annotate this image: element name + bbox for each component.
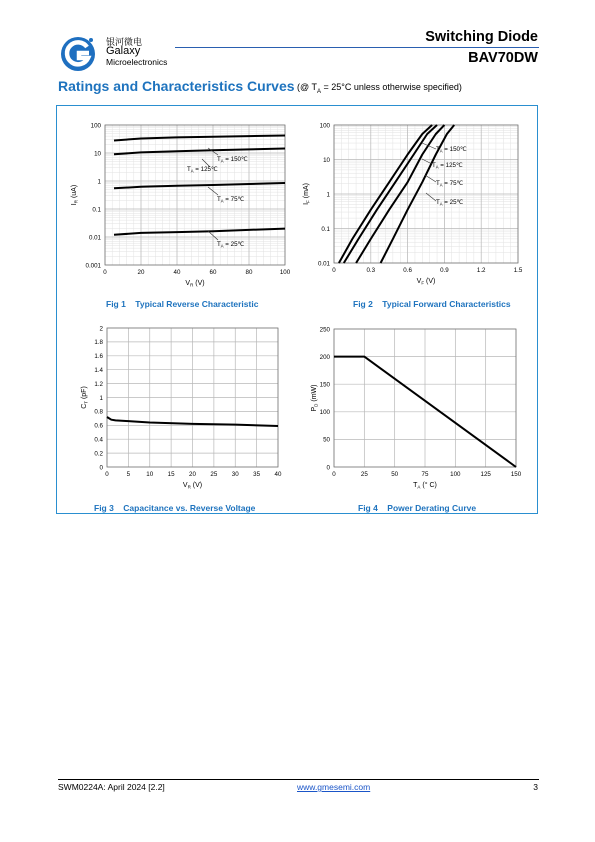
x-tick-label: 0: [105, 471, 109, 478]
series-label: $T_A$ = 75℃: [217, 196, 245, 204]
y-tick-label: 1.2: [94, 380, 103, 388]
x-tick-label: 25: [210, 471, 218, 478]
annotation-leader: [425, 175, 436, 182]
x-tick-label: 40: [173, 269, 181, 276]
x-axis-label: $T_A$ (° C): [413, 482, 437, 490]
document-type: Switching Diode: [425, 29, 538, 45]
y-tick-label: 0.6: [94, 422, 103, 430]
brand-name-chinese: 银河微电: [106, 38, 143, 48]
plot-frame: [105, 125, 285, 265]
series-label: $T_A$ = 25℃: [217, 241, 245, 249]
y-tick-label: 100: [319, 409, 330, 417]
document-code: SWM0224A: April 2024 [2.2]: [58, 782, 165, 792]
x-tick-label: 0.9: [440, 267, 449, 274]
brand-name: Galaxy: [106, 45, 141, 57]
chart-reverse-characteristic: [60, 115, 292, 295]
series-label: $T_A$ = 125℃: [187, 166, 218, 174]
x-tick-label: 80: [245, 269, 253, 276]
galaxy-logo-icon: [60, 36, 96, 72]
y-tick-label: 0: [326, 464, 330, 472]
series-line-1: [114, 149, 285, 155]
y-tick-label: 200: [319, 353, 330, 361]
y-tick-label: 1: [99, 394, 103, 402]
y-tick-label: 1.4: [94, 367, 103, 374]
series-label: $T_A$ = 125℃: [432, 162, 463, 170]
y-tick-label: 10: [94, 150, 101, 158]
x-tick-label: 10: [146, 471, 154, 478]
footer-divider: [58, 779, 539, 780]
x-axis-label: $V_R$ (V): [185, 280, 205, 288]
x-tick-label: 60: [209, 269, 217, 276]
y-tick-label: 0.8: [94, 408, 103, 416]
x-tick-label: 35: [253, 471, 261, 478]
y-tick-label: 50: [323, 436, 330, 444]
part-number: BAV70DW: [468, 50, 538, 66]
fig2-caption: Fig 2 Typical Forward Characteristics: [353, 299, 511, 309]
series-label: $T_A$ = 25℃: [436, 199, 464, 207]
x-tick-label: 125: [480, 471, 491, 478]
y-axis-label: $I_F$ (mA): [303, 183, 311, 205]
y-tick-label: 2: [99, 325, 103, 333]
y-tick-label: 10: [323, 156, 330, 164]
x-tick-label: 100: [450, 471, 461, 478]
header-divider: [175, 47, 539, 48]
y-tick-label: 1.8: [94, 339, 103, 347]
y-tick-label: 1: [326, 191, 330, 199]
y-axis-label: $I_R$ (uA): [71, 184, 79, 206]
x-tick-label: 1.2: [476, 267, 486, 274]
y-tick-label: 150: [319, 381, 330, 389]
x-tick-label: 0.3: [366, 267, 376, 274]
series-label: $T_A$ = 75℃: [436, 180, 464, 188]
y-tick-label: 100: [90, 122, 101, 130]
x-tick-label: 5: [126, 471, 131, 478]
x-tick-label: 0: [332, 471, 336, 478]
x-tick-label: 50: [391, 471, 399, 478]
x-tick-label: 25: [360, 471, 368, 478]
series-line-3: [114, 229, 285, 235]
y-tick-label: 1.6: [94, 353, 103, 361]
y-axis-label: $C_T$ (pF): [81, 386, 89, 409]
x-tick-label: 0.6: [403, 267, 412, 274]
y-tick-label: 0.001: [85, 262, 101, 270]
fig4-caption: Fig 4 Power Derating Curve: [358, 503, 477, 513]
x-tick-label: 40: [274, 471, 282, 478]
y-tick-label: 0.01: [88, 234, 101, 242]
condition-subscript: A: [316, 88, 321, 95]
y-tick-label: 0: [99, 464, 103, 472]
y-tick-label: 0.1: [92, 206, 101, 214]
series-label: $T_A$ = 150℃: [436, 146, 467, 154]
y-tick-label: 1: [97, 178, 101, 186]
y-tick-label: 0.4: [94, 436, 103, 444]
section-title: Ratings and Characteristics Curves: [58, 78, 295, 94]
y-tick-label: 0.1: [321, 225, 330, 233]
x-tick-label: 1.5: [513, 267, 523, 274]
y-tick-label: 100: [319, 122, 330, 130]
chart-forward-characteristics: [300, 115, 530, 295]
series-label: $T_A$ = 150℃: [217, 156, 248, 164]
y-tick-label: 0.2: [94, 450, 103, 458]
website-link[interactable]: www.gmesemi.com: [297, 782, 371, 792]
chart-power-derating: [300, 320, 530, 498]
x-tick-label: 0: [332, 267, 336, 274]
fig1-caption: Fig 1 Typical Reverse Characteristic: [106, 299, 259, 309]
condition-prefix: (@ T: [297, 82, 317, 92]
brand-subtitle: Microelectronics: [106, 57, 168, 67]
x-tick-label: 20: [189, 471, 196, 478]
y-tick-label: 0.01: [317, 260, 330, 268]
x-tick-label: 100: [279, 269, 291, 276]
x-axis-label: $V_F$ (V): [416, 278, 436, 286]
x-tick-label: 75: [421, 471, 429, 478]
condition-suffix: = 25°C unless otherwise specified): [320, 82, 462, 92]
x-tick-label: 30: [231, 471, 239, 478]
x-tick-label: 15: [167, 471, 175, 478]
x-tick-label: 150: [510, 471, 522, 478]
x-tick-label: 0: [103, 269, 107, 276]
x-axis-label: $V_R$ (V): [182, 482, 203, 490]
y-tick-label: 250: [319, 326, 330, 334]
y-axis-label: $P_D$ (mW): [311, 384, 319, 412]
chart-capacitance: [60, 320, 292, 498]
fig3-caption: Fig 3 Capacitance vs. Reverse Voltage: [94, 503, 256, 513]
section-condition: [297, 82, 462, 95]
page-number: 3: [533, 782, 538, 792]
x-tick-label: 20: [137, 269, 145, 276]
